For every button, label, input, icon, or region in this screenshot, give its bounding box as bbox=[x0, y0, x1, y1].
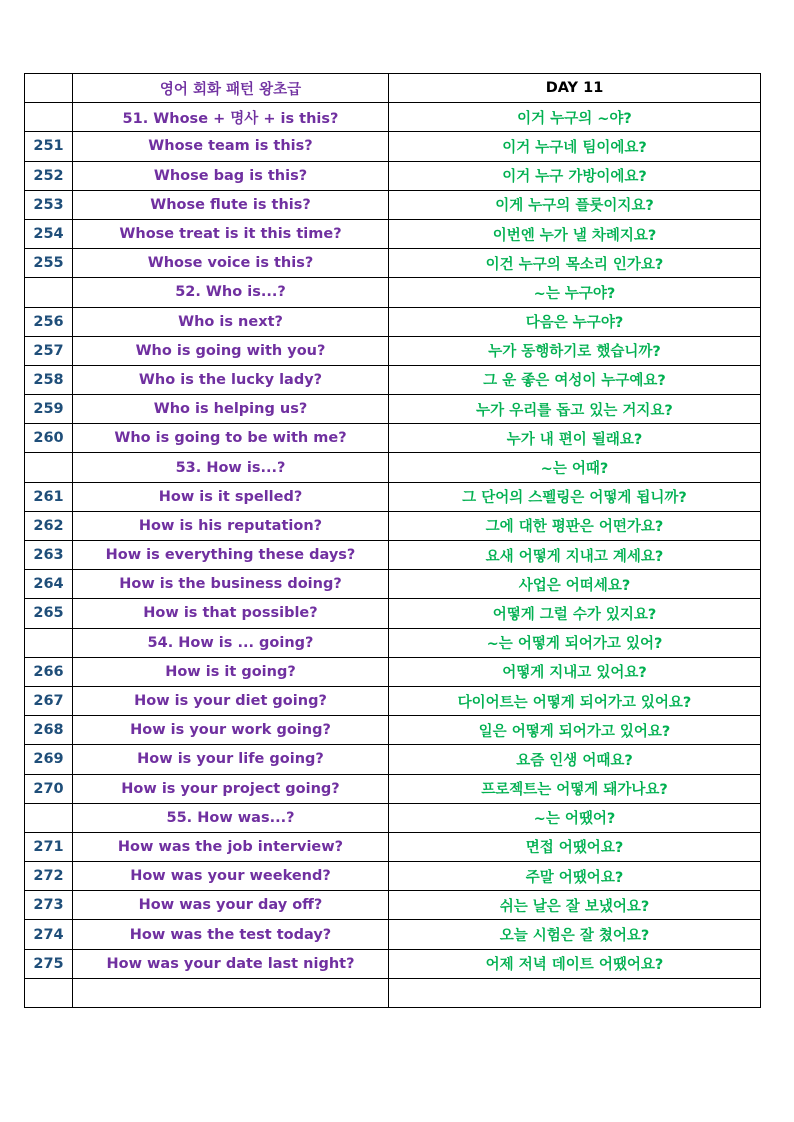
table-row bbox=[25, 307, 761, 336]
english-phrase: How is that possible? bbox=[73, 599, 389, 628]
day-label: DAY 11 bbox=[389, 74, 761, 103]
english-phrase: How is it going? bbox=[73, 657, 389, 686]
english-phrase: 54. How is ... going? bbox=[73, 628, 389, 657]
korean-translation: 그에 대한 평판은 어떤가요? bbox=[389, 511, 761, 540]
english-phrase: Who is helping us? bbox=[73, 395, 389, 424]
section-row bbox=[25, 103, 761, 132]
table-row bbox=[25, 686, 761, 715]
english-phrase: How was the test today? bbox=[73, 920, 389, 949]
korean-translation: 이건 누구의 목소리 인가요? bbox=[389, 249, 761, 278]
section-row bbox=[25, 628, 761, 657]
korean-translation: 이거 누구네 팀이에요? bbox=[389, 132, 761, 161]
table-row bbox=[25, 599, 761, 628]
english-phrase: Whose bag is this? bbox=[73, 161, 389, 190]
section-row bbox=[25, 278, 761, 307]
row-number: 259 bbox=[25, 395, 73, 424]
row-number: 271 bbox=[25, 832, 73, 861]
korean-translation: 다음은 누구야? bbox=[389, 307, 761, 336]
table-row bbox=[25, 774, 761, 803]
korean-translation: 오늘 시험은 잘 쳤어요? bbox=[389, 920, 761, 949]
row-number bbox=[25, 628, 73, 657]
table-row bbox=[25, 161, 761, 190]
row-number: 258 bbox=[25, 365, 73, 394]
english-phrase: 53. How is...? bbox=[73, 453, 389, 482]
english-phrase: How is your project going? bbox=[73, 774, 389, 803]
english-phrase: How is his reputation? bbox=[73, 511, 389, 540]
korean-translation: 프로젝트는 어떻게 돼가나요? bbox=[389, 774, 761, 803]
row-number: 274 bbox=[25, 920, 73, 949]
english-phrase: Who is next? bbox=[73, 307, 389, 336]
row-number: 272 bbox=[25, 862, 73, 891]
english-phrase: How is it spelled? bbox=[73, 482, 389, 511]
row-number: 263 bbox=[25, 541, 73, 570]
header-number-cell bbox=[25, 74, 73, 103]
table-row bbox=[25, 716, 761, 745]
korean-translation: 이번엔 누가 낼 차례지요? bbox=[389, 219, 761, 248]
table-row bbox=[25, 978, 761, 1007]
table-row bbox=[25, 190, 761, 219]
english-phrase bbox=[73, 978, 389, 1007]
english-phrase: Who is going with you? bbox=[73, 336, 389, 365]
korean-translation: ~는 어땠어? bbox=[389, 803, 761, 832]
english-phrase: Whose flute is this? bbox=[73, 190, 389, 219]
row-number: 267 bbox=[25, 686, 73, 715]
korean-translation bbox=[389, 978, 761, 1007]
row-number: 261 bbox=[25, 482, 73, 511]
row-number bbox=[25, 453, 73, 482]
table-row bbox=[25, 657, 761, 686]
korean-translation: 어떻게 그럴 수가 있지요? bbox=[389, 599, 761, 628]
korean-translation: ~는 누구야? bbox=[389, 278, 761, 307]
table-row bbox=[25, 424, 761, 453]
row-number: 256 bbox=[25, 307, 73, 336]
english-phrase: 51. Whose + 명사 + is this? bbox=[73, 103, 389, 132]
row-number: 253 bbox=[25, 190, 73, 219]
korean-translation: 이게 누구의 플룻이지요? bbox=[389, 190, 761, 219]
english-phrase: How is the business doing? bbox=[73, 570, 389, 599]
row-number: 269 bbox=[25, 745, 73, 774]
table-row bbox=[25, 891, 761, 920]
korean-translation: 요즘 인생 어때요? bbox=[389, 745, 761, 774]
table-row bbox=[25, 862, 761, 891]
table-row bbox=[25, 920, 761, 949]
row-number: 273 bbox=[25, 891, 73, 920]
korean-translation: 누가 내 편이 될래요? bbox=[389, 424, 761, 453]
row-number: 264 bbox=[25, 570, 73, 599]
table-row bbox=[25, 570, 761, 599]
row-number: 266 bbox=[25, 657, 73, 686]
korean-translation: ~는 어때? bbox=[389, 453, 761, 482]
table-row bbox=[25, 132, 761, 161]
english-phrase: Who is the lucky lady? bbox=[73, 365, 389, 394]
row-number: 255 bbox=[25, 249, 73, 278]
row-number: 275 bbox=[25, 949, 73, 978]
korean-translation: 일은 어떻게 되어가고 있어요? bbox=[389, 716, 761, 745]
table-row bbox=[25, 511, 761, 540]
row-number: 254 bbox=[25, 219, 73, 248]
english-phrase: How is your life going? bbox=[73, 745, 389, 774]
english-phrase: 52. Who is...? bbox=[73, 278, 389, 307]
header-row bbox=[25, 74, 761, 103]
section-row bbox=[25, 453, 761, 482]
korean-translation: 주말 어땠어요? bbox=[389, 862, 761, 891]
table-row bbox=[25, 336, 761, 365]
english-phrase: Who is going to be with me? bbox=[73, 424, 389, 453]
korean-translation: 요새 어떻게 지내고 계세요? bbox=[389, 541, 761, 570]
korean-translation: 어제 저녁 데이트 어땠어요? bbox=[389, 949, 761, 978]
row-number bbox=[25, 278, 73, 307]
row-number: 262 bbox=[25, 511, 73, 540]
row-number: 251 bbox=[25, 132, 73, 161]
table-row bbox=[25, 745, 761, 774]
english-phrase: 55. How was...? bbox=[73, 803, 389, 832]
english-phrase: How was the job interview? bbox=[73, 832, 389, 861]
row-number: 260 bbox=[25, 424, 73, 453]
phrase-table bbox=[24, 73, 761, 1008]
row-number: 257 bbox=[25, 336, 73, 365]
korean-translation: 그 운 좋은 여성이 누구예요? bbox=[389, 365, 761, 394]
korean-translation: 누가 우리를 돕고 있는 거지요? bbox=[389, 395, 761, 424]
table-row bbox=[25, 219, 761, 248]
english-phrase: Whose team is this? bbox=[73, 132, 389, 161]
table-row bbox=[25, 249, 761, 278]
korean-translation: 이거 누구의 ~야? bbox=[389, 103, 761, 132]
row-number: 268 bbox=[25, 716, 73, 745]
english-phrase: How was your date last night? bbox=[73, 949, 389, 978]
table-row bbox=[25, 832, 761, 861]
english-phrase: How was your day off? bbox=[73, 891, 389, 920]
table-row bbox=[25, 395, 761, 424]
row-number: 252 bbox=[25, 161, 73, 190]
book-title: 영어 회화 패턴 왕초급 bbox=[73, 74, 389, 103]
row-number bbox=[25, 978, 73, 1007]
row-number bbox=[25, 803, 73, 832]
korean-translation: 사업은 어떠세요? bbox=[389, 570, 761, 599]
english-phrase: Whose treat is it this time? bbox=[73, 219, 389, 248]
row-number: 270 bbox=[25, 774, 73, 803]
korean-translation: 다이어트는 어떻게 되어가고 있어요? bbox=[389, 686, 761, 715]
english-phrase: How is your work going? bbox=[73, 716, 389, 745]
table-row bbox=[25, 949, 761, 978]
english-phrase: How was your weekend? bbox=[73, 862, 389, 891]
korean-translation: 어떻게 지내고 있어요? bbox=[389, 657, 761, 686]
table-row bbox=[25, 482, 761, 511]
table-row bbox=[25, 541, 761, 570]
korean-translation: 그 단어의 스펠링은 어떻게 됩니까? bbox=[389, 482, 761, 511]
section-row bbox=[25, 803, 761, 832]
korean-translation: 쉬는 날은 잘 보냈어요? bbox=[389, 891, 761, 920]
row-number: 265 bbox=[25, 599, 73, 628]
table-row bbox=[25, 365, 761, 394]
phrase-table-body bbox=[25, 74, 761, 1008]
korean-translation: 이거 누구 가방이에요? bbox=[389, 161, 761, 190]
korean-translation: 면접 어땠어요? bbox=[389, 832, 761, 861]
korean-translation: 누가 동행하기로 했습니까? bbox=[389, 336, 761, 365]
row-number bbox=[25, 103, 73, 132]
english-phrase: How is your diet going? bbox=[73, 686, 389, 715]
korean-translation: ~는 어떻게 되어가고 있어? bbox=[389, 628, 761, 657]
english-phrase: How is everything these days? bbox=[73, 541, 389, 570]
english-phrase: Whose voice is this? bbox=[73, 249, 389, 278]
